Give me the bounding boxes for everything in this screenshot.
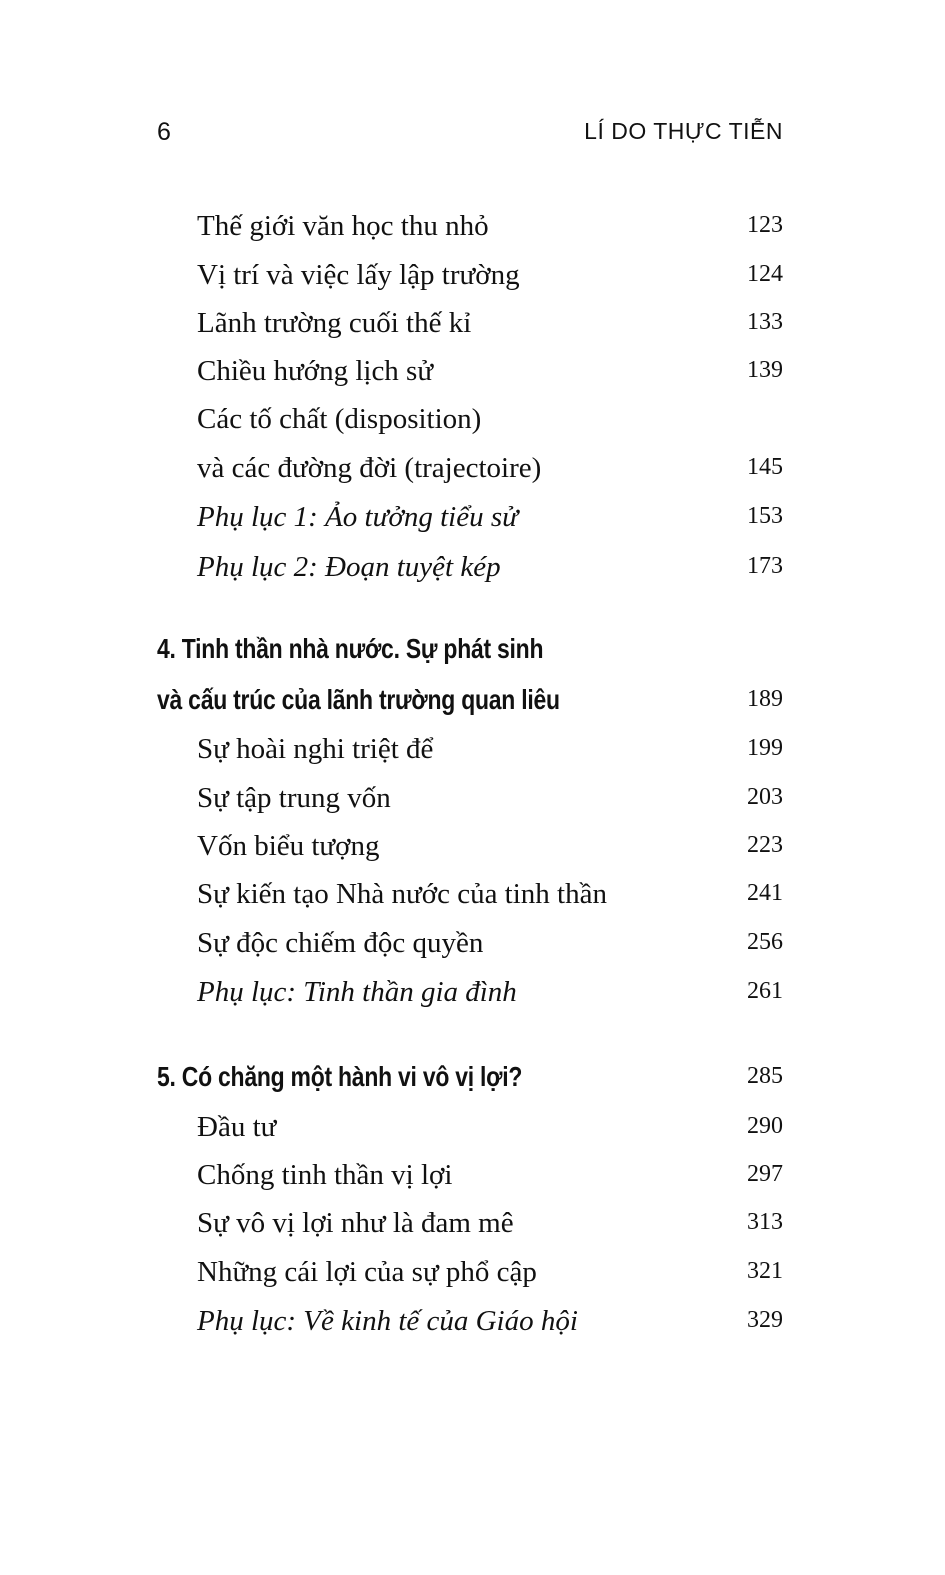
toc-entry-page: 313 (747, 1209, 783, 1235)
toc-entry-title: Vốn biểu tượng (197, 830, 380, 862)
toc-entry-page: 297 (747, 1161, 783, 1187)
toc-entry-title: Phụ lục 2: Đoạn tuyệt kép (197, 551, 501, 583)
toc-entry-title: Thế giới văn học thu nhỏ (197, 210, 489, 242)
toc-entry-page: 153 (747, 503, 783, 529)
toc-entry-appendix[interactable] (157, 501, 783, 541)
toc-entry[interactable] (157, 210, 783, 250)
toc-entry[interactable] (157, 1159, 783, 1199)
toc-entry-title: Đầu tư (197, 1111, 277, 1143)
toc-entry-title: và các đường đời (trajectoire) (197, 452, 542, 484)
chapter-page: 189 (747, 686, 783, 712)
toc-entry[interactable] (157, 927, 783, 967)
toc-entry-page: 241 (747, 880, 783, 906)
toc-entry-page: 199 (747, 735, 783, 761)
page-number: 6 (157, 118, 171, 146)
toc-entry[interactable] (157, 1207, 783, 1247)
toc-entry[interactable] (157, 878, 783, 918)
toc-entry[interactable] (157, 830, 783, 870)
toc-entry-title: Vị trí và việc lấy lập trường (197, 259, 520, 291)
toc-entry[interactable] (157, 307, 783, 347)
toc-entry-page: 261 (747, 978, 783, 1004)
toc-entry-title: Những cái lợi của sự phổ cập (197, 1256, 537, 1288)
toc-entry-page: 203 (747, 784, 783, 810)
toc-entry-title: Sự hoài nghi triệt để (197, 733, 434, 765)
chapter-title: và cấu trúc của lãnh trường quan liêu (157, 684, 560, 715)
toc-entry-page: 123 (747, 212, 783, 238)
chapter-4-heading-line1[interactable] (157, 633, 783, 673)
toc-entry-page: 223 (747, 832, 783, 858)
chapter-4-heading-line2[interactable] (157, 684, 783, 724)
toc-entry-title: Phụ lục: Tinh thần gia đình (197, 976, 517, 1008)
toc-entry-page: 139 (747, 357, 783, 383)
toc-entry-title: Các tố chất (disposition) (197, 403, 482, 435)
toc-entry[interactable] (157, 403, 783, 443)
toc-entry-page: 321 (747, 1258, 783, 1284)
chapter-title: 4. Tinh thần nhà nước. Sự phát sinh (157, 633, 544, 664)
toc-entry[interactable] (157, 733, 783, 773)
toc-entry[interactable] (157, 1256, 783, 1296)
toc-entry[interactable] (157, 782, 783, 822)
chapter-title: 5. Có chăng một hành vi vô vị lợi? (157, 1061, 523, 1092)
toc-entry-title: Lãnh trường cuối thế kỉ (197, 307, 472, 339)
toc-entry-title: Phụ lục: Về kinh tế của Giáo hội (197, 1305, 578, 1337)
toc-entry-title: Sự độc chiếm độc quyền (197, 927, 484, 959)
toc-entry-page: 256 (747, 929, 783, 955)
chapter-5-heading[interactable] (157, 1061, 783, 1101)
toc-entry-title: Chống tinh thần vị lợi (197, 1159, 453, 1191)
toc-entry-appendix[interactable] (157, 976, 783, 1016)
page-header (157, 118, 783, 154)
toc-entry-title: Chiều hướng lịch sử (197, 355, 434, 387)
toc-entry-title: Sự kiến tạo Nhà nước của tinh thần (197, 878, 607, 910)
running-title: LÍ DO THỰC TIỄN (584, 118, 783, 144)
toc-entry-appendix[interactable] (157, 551, 783, 591)
toc-entry-page: 133 (747, 309, 783, 335)
toc-entry-page: 124 (747, 261, 783, 287)
chapter-page: 285 (747, 1063, 783, 1089)
toc-entry[interactable] (157, 259, 783, 299)
toc-entry[interactable] (157, 355, 783, 395)
toc-entry[interactable] (157, 1111, 783, 1151)
toc-entry-page: 173 (747, 553, 783, 579)
toc-entry-title: Sự vô vị lợi như là đam mê (197, 1207, 514, 1239)
toc-entry-title: Sự tập trung vốn (197, 782, 391, 814)
toc-entry-page: 290 (747, 1113, 783, 1139)
toc-entry-appendix[interactable] (157, 1305, 783, 1345)
toc-entry-title: Phụ lục 1: Ảo tưởng tiểu sử (197, 501, 518, 533)
toc-entry[interactable] (157, 452, 783, 492)
toc-entry-page: 145 (747, 454, 783, 480)
toc-entry-page: 329 (747, 1307, 783, 1333)
